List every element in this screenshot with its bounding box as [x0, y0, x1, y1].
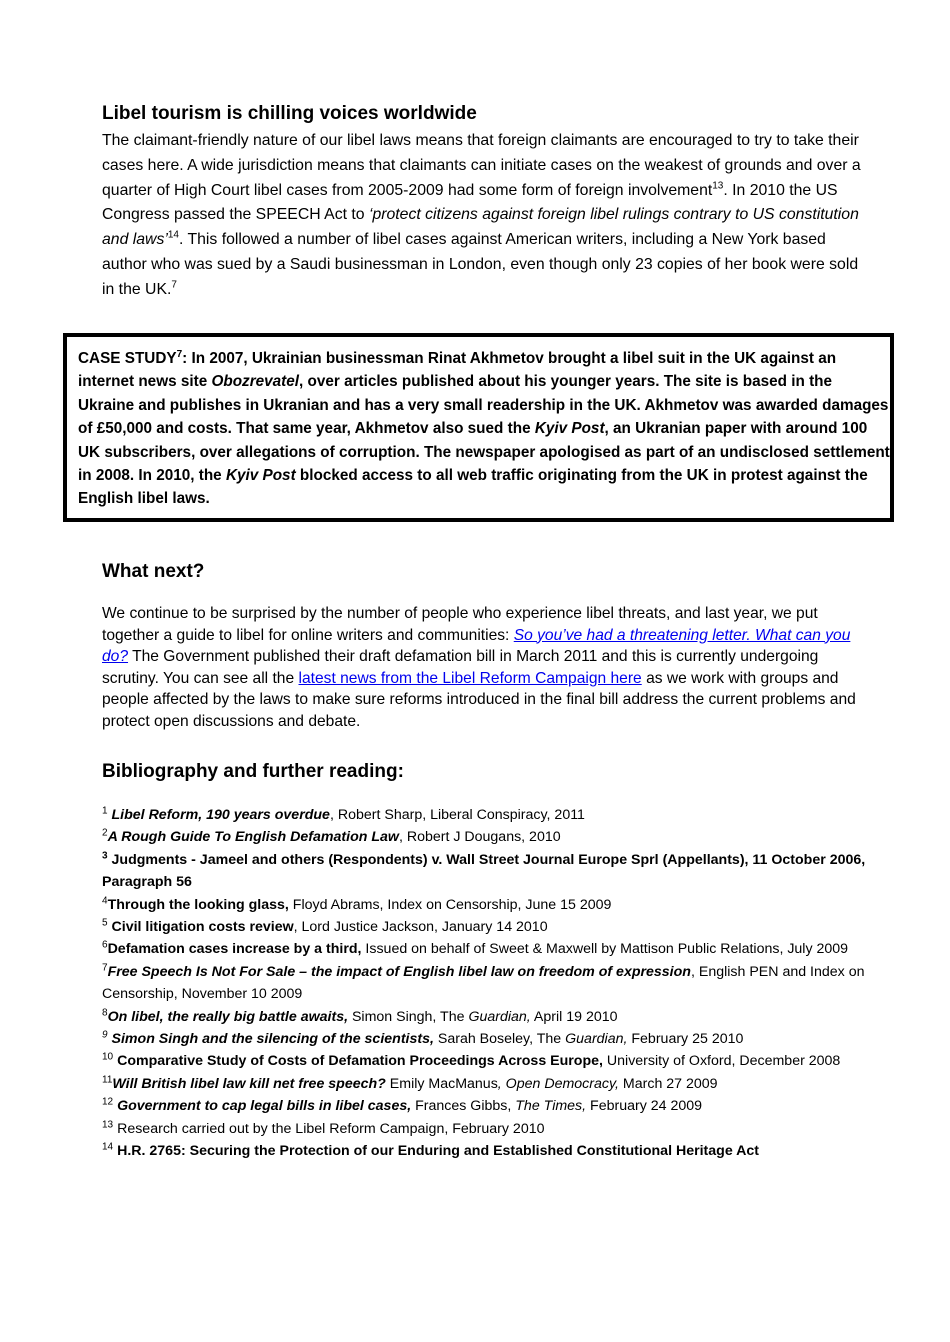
- bibliography-item: $^3$ Judgments - Jameel and others (Respondents) v. Wall Street Journal Europe Sprl (Appellants), 11 October 2006, Paragraph 56: [102, 850, 866, 891]
- bibliography-list: [102, 804, 892, 1163]
- bibliography-item: $^6$Defamation cases increase by a third, Issued on behalf of Sweet & Maxwell by Mattison Public Relations, July 2009: [102, 939, 849, 958]
- bibliography-item: $^{12}$ Government to cap legal bills in libel cases, Frances Gibbs, The Times, February 24 2009: [102, 1096, 703, 1115]
- bibliography-item: $^9$ Simon Singh and the silencing of the scientists, Sarah Boseley, The Guardian, February 25 2010: [102, 1029, 744, 1048]
- case-study-label: CASE STUDY: [78, 350, 177, 367]
- bibliography-item: $^{14}$ H.R. 2765: Securing the Protection of our Enduring and Established Constitutional Heritage Act: [102, 1141, 759, 1160]
- footnote-ref: 7: [171, 279, 177, 291]
- section-heading-libel-tourism: Libel tourism is chilling voices worldwide: [102, 103, 477, 124]
- bibliography-item: $^{13}$ Research carried out by the Libel Reform Campaign, February 2010: [102, 1118, 545, 1137]
- bibliography-item: $^8$On libel, the really big battle awaits, Simon Singh, The Guardian, April 19 2010: [102, 1006, 618, 1025]
- bibliography-item: $^{11}$Will British libel law kill net free speech? Emily MacManus, Open Democracy, March 27 2009: [102, 1074, 718, 1092]
- case-study-box: CASE STUDY$^7$: In 2007, Ukrainian businessman Rinat Akhmetov brought a libel suit in the UK against an internet news site Obozrevatel, over articles published about his younger years. The site is based in the Ukraine and publishes in Ukranian and has a very small readership in the UK. Akhmetov was awarded damages of £50,000 and costs. That same year, Akhmetov also sued the Kyiv Post, an Ukranian paper with around 100 UK subscribers, over allegations of corruption. The newspaper apologised as part of an undisclosed settlement in 2008. In 2010, the Kyiv Post blocked access to all web traffic originating from the UK in protest against the English libel laws.: [63, 333, 894, 522]
- bibliography-item: $^2$A Rough Guide To English Defamation Law, Robert J Dougans, 2010: [102, 827, 561, 846]
- footnote-ref: 7: [176, 348, 183, 360]
- footnote-ref: 14: [167, 229, 179, 241]
- what-next-paragraph: We continue to be surprised by the number of people who experience libel threats, and last year, we put together a guide to libel for online writers and communities: So you’ve had a threatening letter. What can you do? The Government published their draft defamation bill in March 2011 and this is currently undergoing scrutiny. You can see all the latest news from the Libel Reform Campaign here as we work with groups and people affected by the laws to make sure reforms introduced in the final bill address the current problems and protect open discussions and debate.: [102, 605, 856, 730]
- libel-reform-news-link[interactable]: latest news from the Libel Reform Campaign here: [298, 669, 642, 687]
- libel-tourism-paragraph: The claimant-friendly nature of our libel laws means that foreign claimants are encouraged to try to take their cases here. A wide jurisdiction means that claimants can initiate cases on the weakest of grounds and over a quarter of High Court libel cases from 2005-2009 had some form of foreign involvement$^{13}$. In 2010 the US Congress passed the SPEECH Act to ‘protect citizens against foreign libel rulings contrary to US constitution and laws’$^{14}$. This followed a number of libel cases against American writers, including a New York based author who was sued by a Saudi businessman in London, even though only 23 copies of her book were sold in the UK.$^7$: [102, 132, 861, 298]
- bibliography-item: $^7$Free Speech Is Not For Sale – the impact of English libel law on freedom of expression, English PEN and Index on Censorship, November 10 2009: [102, 962, 865, 1003]
- bibliography-item: $^1$ Libel Reform, 190 years overdue, Robert Sharp, Liberal Conspiracy, 2011: [102, 805, 585, 823]
- footnote-ref: 13: [712, 180, 724, 192]
- section-heading-bibliography: Bibliography and further reading:: [102, 761, 404, 782]
- bibliography-item: $^5$ Civil litigation costs review, Lord Justice Jackson, January 14 2010: [102, 917, 548, 936]
- section-heading-what-next: What next?: [102, 561, 205, 582]
- bibliography-item: $^{10}$ Comparative Study of Costs of Defamation Proceedings Across Europe, University of Oxford, December 2008: [102, 1051, 841, 1070]
- bibliography-item: $^4$Through the looking glass, Floyd Abrams, Index on Censorship, June 15 2009: [102, 894, 612, 913]
- speech-act-quote: ‘protect citizens against foreign libel rulings contrary to US constitution and laws’: [102, 206, 859, 249]
- threatening-letter-guide-link[interactable]: So you’ve had a threatening letter. What can you do?: [102, 626, 851, 665]
